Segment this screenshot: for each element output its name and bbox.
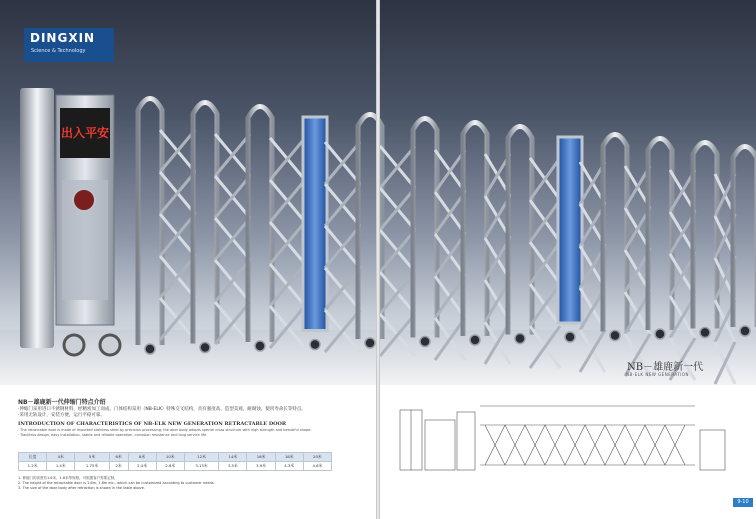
gate-wheel [420,337,430,347]
heading-cn: NB－雄鹿新一代伸缩门特点介绍 [18,399,106,406]
spec-cell: 4.6米 [303,462,331,471]
gate-wheel [740,326,750,336]
blue-post [303,117,327,331]
spec-cell: 1.75米 [75,462,109,471]
gate-wheel [145,344,155,354]
gate-wheel [655,329,665,339]
product-caption: NB－雄鹿新一代 [627,362,704,373]
footnote-2: 2. The height of the retractable door is 1.6m, 1.8m etc., which can be customized according to customer needs. [18,481,215,485]
gate-frames [138,99,756,385]
gate-wheel [365,338,375,348]
arch-frame [508,127,532,335]
spec-table [18,452,332,471]
blue-post [558,137,582,323]
spec-cell: 2.4米 [128,462,156,471]
spec-cell: 5米 [75,453,109,462]
footnote-1: 1. 伸缩门的高度有1.6米、1.8米等规格，可根据客户需要定制。 [18,476,118,480]
brand-tagline: Science & Technology [31,48,86,54]
spec-cell: 16米 [247,453,275,462]
spec-cell: 3.5米 [219,462,247,471]
spec-cell: 14米 [219,453,247,462]
spec-cell: 12米 [184,453,218,462]
gate-wheel [515,334,525,344]
gate-wheel [200,343,210,353]
brand-name: DINGXIN [30,31,96,45]
paragraph-cn-1: ·伸缩门采用进口不锈钢材料，经精密加工而成，门体结构采用（NB-ELK）特殊交叉结构，具有强度高、造型美观、耐腐蚀、使用寿命长等特点。 [18,407,306,412]
gate-wheel [565,332,575,342]
spec-cell: 长度 [19,453,47,462]
spec-cell: 3.9米 [247,462,275,471]
arch-frame [463,123,487,337]
gate-wheel [470,335,480,345]
gate-wheel [700,328,710,338]
footnote-3: 3. The size of the door body after retraction is shown in the table above. [18,486,146,490]
spec-cell: 3.15米 [184,462,218,471]
paragraph-en-1: · The retractable door is made of imported stainless steel by precision processing; the door body adopts special cross structure with high strength and beautiful shape. [18,428,312,432]
paragraph-en-2: · Trackless design, easy installation, stable and reliable operation, corrosion resistance and long service life. [18,433,208,437]
arch-frame [733,147,756,328]
arch-frame [648,139,672,331]
arch-frame [193,103,217,344]
arch-frame [603,135,627,332]
spec-cell: 1.2米 [19,462,47,471]
gate-wheel [310,340,320,350]
spec-table-row [19,462,332,471]
gate-wheel [255,341,265,351]
arch-frame [413,119,437,338]
led-display-text: 出入平安 [60,126,110,140]
spec-cell: 6米 [109,453,128,462]
spec-cell: 2米 [109,462,128,471]
arch-frame [693,143,717,329]
page-number: 9-10 [733,498,753,507]
product-caption-en: NB-ELK NEW GENERATION [626,372,690,377]
arch-frame [248,107,272,343]
spec-cell: 4米 [47,453,75,462]
spec-table-header [19,453,332,462]
spec-cell: 1.4米 [47,462,75,471]
spec-cell: 4.3米 [275,462,303,471]
spec-cell: 18米 [275,453,303,462]
arch-frame [138,99,162,346]
gate-wheel [610,331,620,341]
page-gutter [376,0,380,519]
technical-drawing [395,400,735,480]
spec-cell: 2.8米 [156,462,184,471]
spec-cell: 10米 [156,453,184,462]
spec-cell: 8米 [128,453,156,462]
brand-logo [24,28,114,62]
paragraph-cn-2: ·采用无轨设计，安装方便，运行平稳可靠。 [18,413,105,418]
heading-en: INTRODUCTION OF CHARACTERISTICS OF NB-ELK NEW GENERATION RETRACTABLE DOOR [18,421,287,427]
spec-cell: 20米 [303,453,331,462]
